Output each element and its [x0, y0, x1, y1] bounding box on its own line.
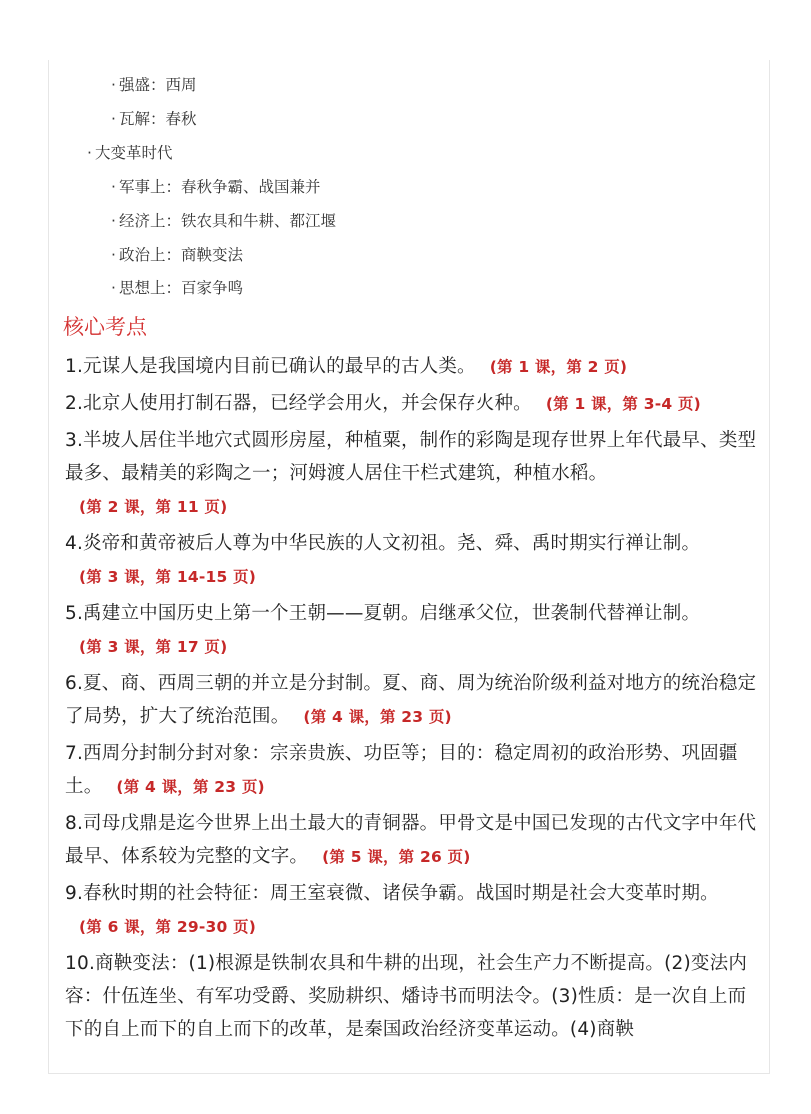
- page-reference: (第 3 课，第 14-15 页): [79, 568, 257, 586]
- key-point-text: 8.司母戊鼎是迄今世界上出土最大的青铜器。甲骨文是中国已发现的古代文字中年代最早、体系较为完整的文字。: [65, 813, 757, 867]
- outline-item: [111, 109, 196, 129]
- outline-item-text: 军事上：春秋争霸、战国兼并: [118, 178, 321, 196]
- outline-item-text: 思想上：百家争鸣: [118, 279, 243, 297]
- bullet-dot: ·: [111, 212, 116, 230]
- page-reference: (第 1 课，第 2 页): [489, 358, 628, 376]
- key-point-text: 3.半坡人居住半地穴式圆形房屋，种植粟，制作的彩陶是现存世界上年代最早、类型最多、最精美的彩陶之一；河姆渡人居住干栏式建筑，种植水稻。: [65, 430, 757, 484]
- key-point-text: 6.夏、商、西周三朝的并立是分封制。夏、商、周为统治阶级利益对地方的统治稳定了局势，扩大了统治范围。: [65, 673, 757, 727]
- bullet-dot: ·: [111, 279, 116, 297]
- bullet-dot: ·: [111, 246, 116, 264]
- key-point: [65, 667, 757, 734]
- key-point: [65, 737, 757, 804]
- key-point: [65, 807, 757, 874]
- bullet-dot: ·: [111, 76, 116, 94]
- page-reference: (第 1 课，第 3-4 页): [545, 395, 701, 413]
- section-heading: 核心考点: [63, 315, 147, 339]
- bullet-dot: ·: [111, 178, 116, 196]
- bullet-dot: ·: [87, 144, 92, 162]
- page-reference: (第 3 课，第 17 页): [79, 638, 228, 656]
- outline-item: [111, 278, 243, 298]
- outline-item-text: 强盛：西周: [118, 76, 197, 94]
- key-point-text: 10.商鞅变法：(1)根源是铁制农具和牛耕的出现，社会生产力不断提高。(2)变法内容：什伍连坐、有军功受爵、奖励耕织、燔诗书而明法令。(3)性质：是一次自上而下的自上而下的自上而下的改革，是秦国政治经济变革运动。(4)商鞅: [65, 953, 748, 1040]
- key-point: [65, 877, 757, 944]
- outline-item: [87, 143, 172, 163]
- page-reference: (第 4 课，第 23 页): [116, 778, 265, 796]
- key-point-text: 9.春秋时期的社会特征：周王室衰微、诸侯争霸。战国时期是社会大变革时期。: [65, 883, 719, 904]
- outline-item: [111, 211, 336, 231]
- outline-item: [111, 75, 196, 95]
- outline-item-text: 瓦解：春秋: [118, 110, 197, 128]
- key-point: [65, 424, 757, 524]
- page-reference: (第 5 课，第 26 页): [322, 848, 471, 866]
- outline-item-text: 政治上：商鞅变法: [118, 246, 243, 264]
- key-point-text: 4.炎帝和黄帝被后人尊为中华民族的人文初祖。尧、舜、禹时期实行禅让制。: [65, 533, 701, 554]
- outline-item-text: 经济上：铁农具和牛耕、都江堰: [118, 212, 336, 230]
- key-points-list: [65, 350, 757, 1049]
- key-point-text: 2.北京人使用打制石器，已经学会用火，并会保存火种。: [65, 393, 532, 414]
- bullet-dot: ·: [111, 110, 116, 128]
- key-point: [65, 527, 757, 594]
- key-point-text: 5.禹建立中国历史上第一个王朝——夏朝。启继承父位，世袭制代替禅让制。: [65, 603, 701, 624]
- key-point: [65, 350, 757, 384]
- key-point-text: 1.元谋人是我国境内目前已确认的最早的古人类。: [65, 356, 476, 377]
- outline-item: [111, 177, 320, 197]
- page-reference: (第 6 课，第 29-30 页): [79, 918, 257, 936]
- outline-item-text: 大变革时代: [94, 144, 173, 162]
- content-card: [48, 60, 770, 1074]
- key-point: [65, 387, 757, 421]
- key-point: [65, 597, 757, 664]
- key-point: [65, 947, 757, 1046]
- key-point-text: 7.西周分封制分封对象：宗亲贵族、功臣等；目的：稳定周初的政治形势、巩固疆土。: [65, 743, 738, 797]
- page-reference: (第 4 课，第 23 页): [303, 708, 452, 726]
- page-reference: (第 2 课，第 11 页): [79, 498, 228, 516]
- outline-item: [111, 245, 243, 265]
